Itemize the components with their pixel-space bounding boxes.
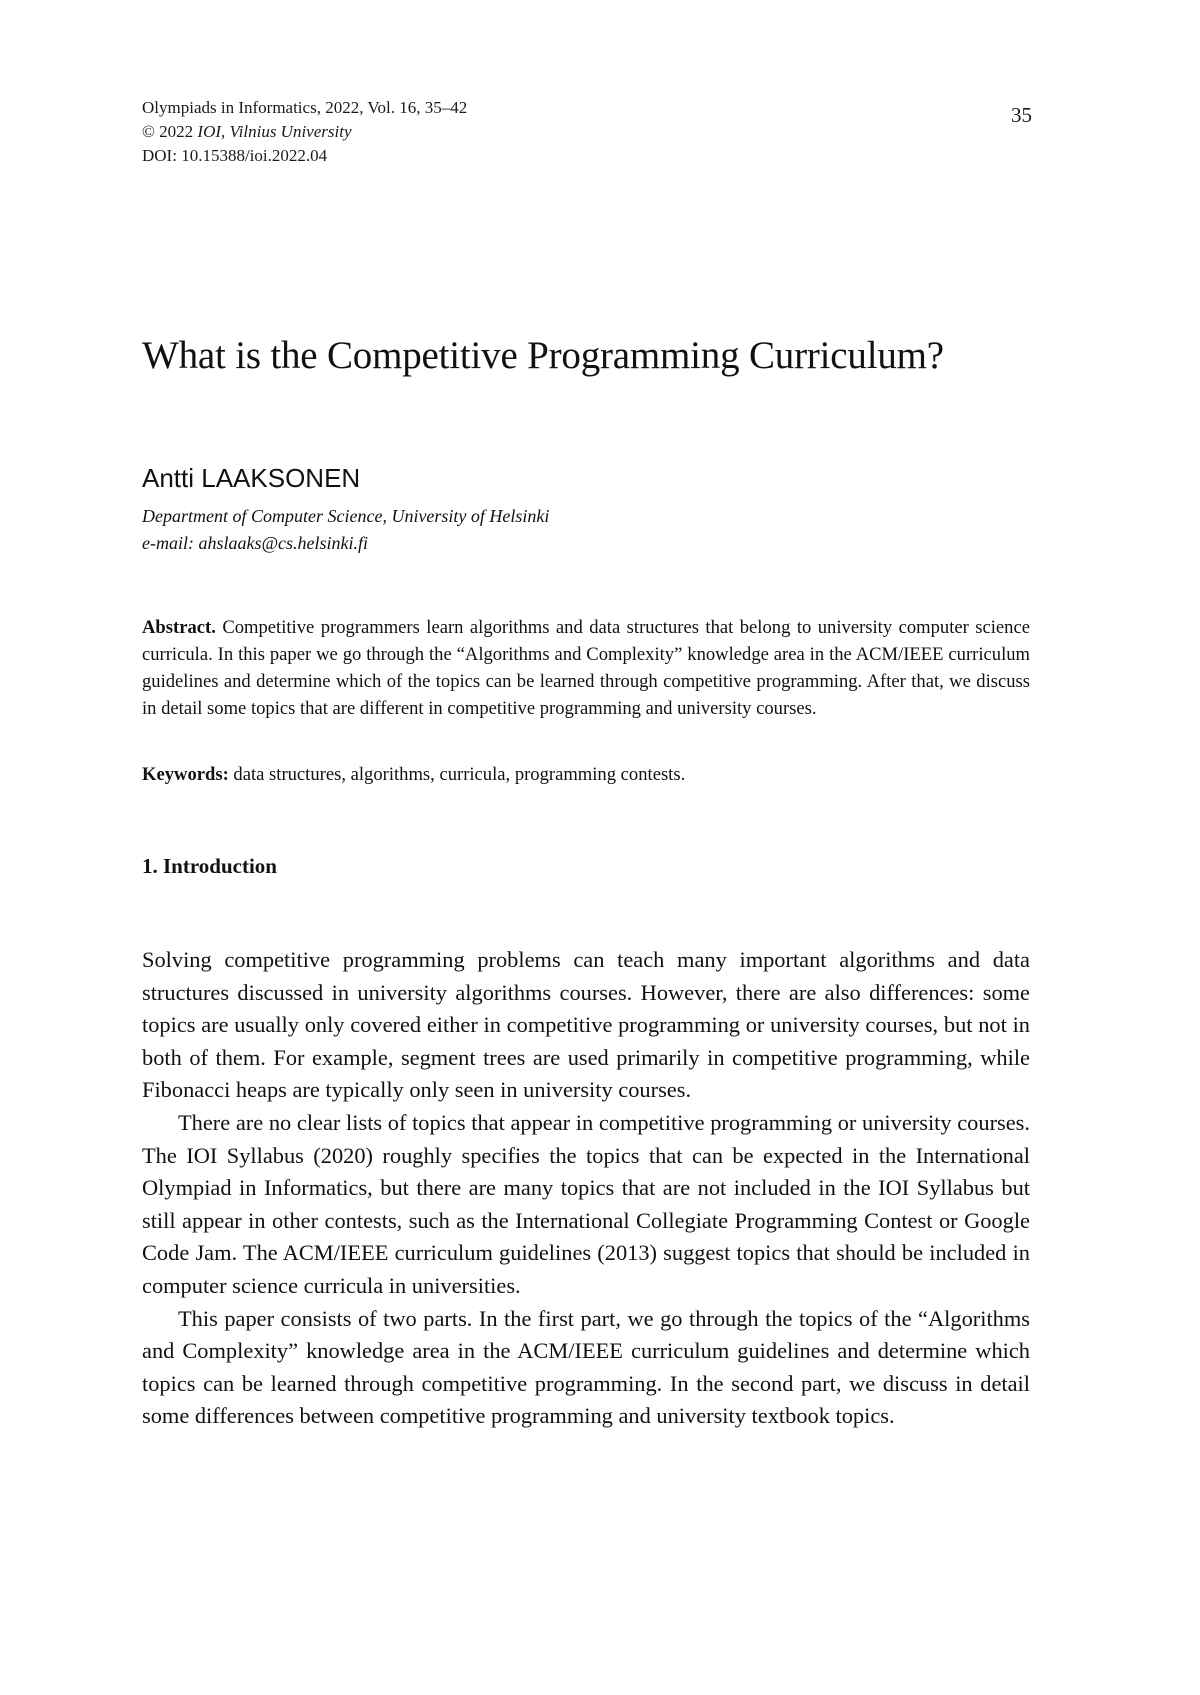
author-name: Antti LAAKSONEN	[142, 463, 361, 493]
doi: DOI: 10.15388/ioi.2022.04	[142, 146, 328, 165]
journal-header	[142, 96, 467, 168]
copyright-org: IOI, Vilnius University	[197, 122, 352, 141]
abstract-label: Abstract.	[142, 617, 216, 638]
body-paragraph: There are no clear lists of topics that appear in competitive programming or university courses. The IOI Syllabus (2020) roughly specifies the topics that can be expected in the International Olympiad in Informatics, but there are many topics that are not included in the IOI Syllabus but still appear in other contests, such as the International Collegiate Programming Contest or Google Code Jam. The ACM/IEEE curriculum guidelines (2013) suggest topics that should be included in computer science curricula in universities.	[142, 1109, 1030, 1298]
body-paragraph: Solving competitive programming problems can teach many important algorithms and data structures discussed in university algorithms courses. However, there are also differences: some topics are usually only covered either in competitive programming or university courses, but not in both of them. For example, segment trees are used primarily in competitive programming, while Fibonacci heaps are typically only seen in university courses.	[142, 947, 1030, 1103]
copyright-line	[142, 120, 467, 144]
keywords-label: Keywords:	[142, 764, 229, 785]
journal-citation: Olympiads in Informatics, 2022, Vol. 16, 35–42	[142, 98, 468, 117]
author-email: e-mail: ahslaaks@cs.helsinki.fi	[142, 533, 369, 553]
copyright-prefix: © 2022	[142, 122, 198, 141]
abstract-text: Competitive programmers learn algorithms and data structures that belong to university computer science curricula. In this paper we go through the “Algorithms and Complexity” knowledge area in the ACM/IEEE curriculum guidelines and determine which of the topics can be learned through competitive programming. After that, we discuss in detail some topics that are different in competitive programming and university courses.	[142, 617, 1030, 719]
body-paragraph: This paper consists of two parts. In the first part, we go through the topics of the “Algorithms and Complexity” knowledge area in the ACM/IEEE curriculum guidelines and determine which topics can be learned through competitive programming. In the second part, we discuss in detail some differences between competitive programming and university textbook topics.	[142, 1305, 1030, 1429]
page-number: 35	[1011, 103, 1032, 127]
abstract	[142, 614, 1030, 722]
section-heading: 1. Introduction	[142, 854, 277, 878]
section-body	[142, 944, 1030, 1433]
paper-title: What is the Competitive Programming Curriculum?	[142, 334, 944, 377]
keywords	[142, 761, 1030, 788]
author-affiliation-block	[142, 503, 549, 557]
author-affiliation: Department of Computer Science, University of Helsinki	[142, 506, 550, 526]
keywords-text: data structures, algorithms, curricula, programming contests.	[233, 764, 686, 785]
